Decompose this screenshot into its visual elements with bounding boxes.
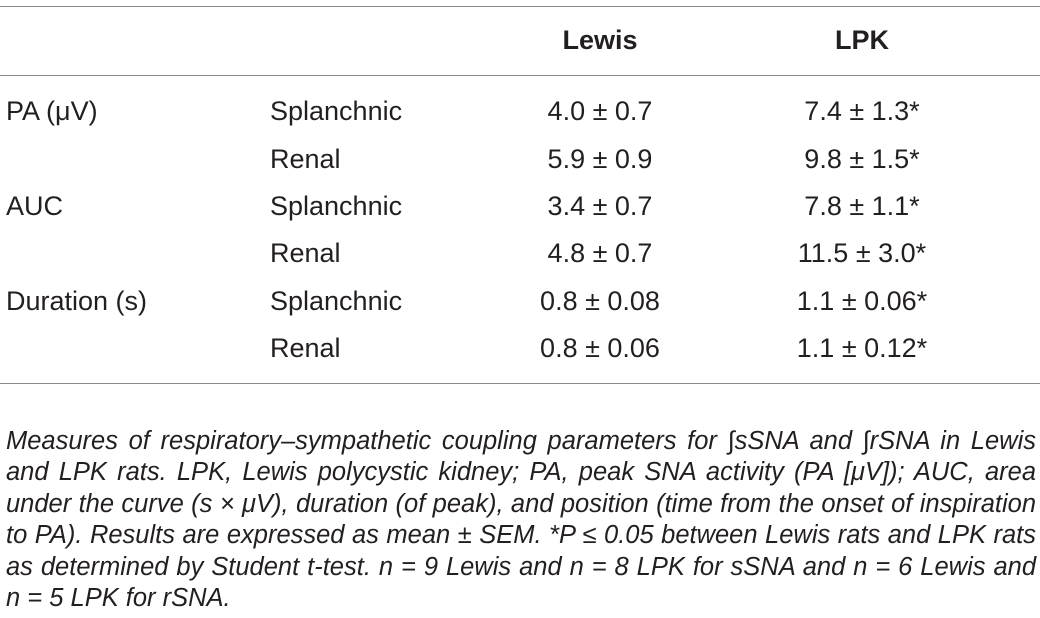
row-parameter: Duration (s) — [6, 286, 148, 316]
row-nerve: Splanchnic — [270, 96, 403, 126]
row-lewis-value: 0.8 ± 0.08 — [540, 286, 660, 316]
row-lewis-value: 4.8 ± 0.7 — [547, 238, 653, 268]
row-lpk-value: 1.1 ± 0.06* — [796, 286, 928, 316]
row-parameter: AUC — [6, 191, 64, 221]
row-lpk-value: 9.8 ± 1.5* — [804, 144, 920, 174]
row-lewis-value: 5.9 ± 0.9 — [547, 144, 653, 174]
table-header-rule — [0, 75, 1040, 76]
table-bottom-rule — [0, 383, 1040, 384]
row-lewis-value: 3.4 ± 0.7 — [547, 191, 653, 221]
row-nerve: Renal — [270, 333, 341, 363]
row-nerve: Splanchnic — [270, 191, 403, 221]
row-nerve: Renal — [270, 144, 341, 174]
row-lpk-value: 1.1 ± 0.12* — [796, 333, 928, 363]
row-lewis-value: 0.8 ± 0.06 — [540, 333, 660, 363]
row-nerve: Renal — [270, 238, 341, 268]
column-header-lewis: Lewis — [562, 25, 638, 55]
row-parameter: PA (μV) — [6, 96, 98, 126]
row-lpk-value: 7.4 ± 1.3* — [804, 96, 920, 126]
row-nerve: Splanchnic — [270, 286, 403, 316]
row-lpk-value: 11.5 ± 3.0* — [797, 238, 927, 268]
table-top-rule — [0, 6, 1040, 7]
table-caption: Measures of respiratory–sympathetic coupling parameters for ∫sSNA and ∫rSNA in Lewis and LPK rats. LPK, Lewis polycystic kidney; PA, peak SNA activity (PA [μV]); AUC, area under the curve (s × μV), duration (of peak), and position (time from the onset of inspiration to PA). Results are expressed as mean ± SEM. *P ≤ 0.05 between Lewis rats and LPK rats as determined by Student t-test. n = 9 Lewis and n = 8 LPK for sSNA and n = 6 Lewis and n = 5 LPK for rSNA. — [6, 426, 1036, 612]
column-header-lpk: LPK — [835, 25, 889, 55]
row-lpk-value: 7.8 ± 1.1* — [804, 191, 920, 221]
row-lewis-value: 4.0 ± 0.7 — [547, 96, 653, 126]
